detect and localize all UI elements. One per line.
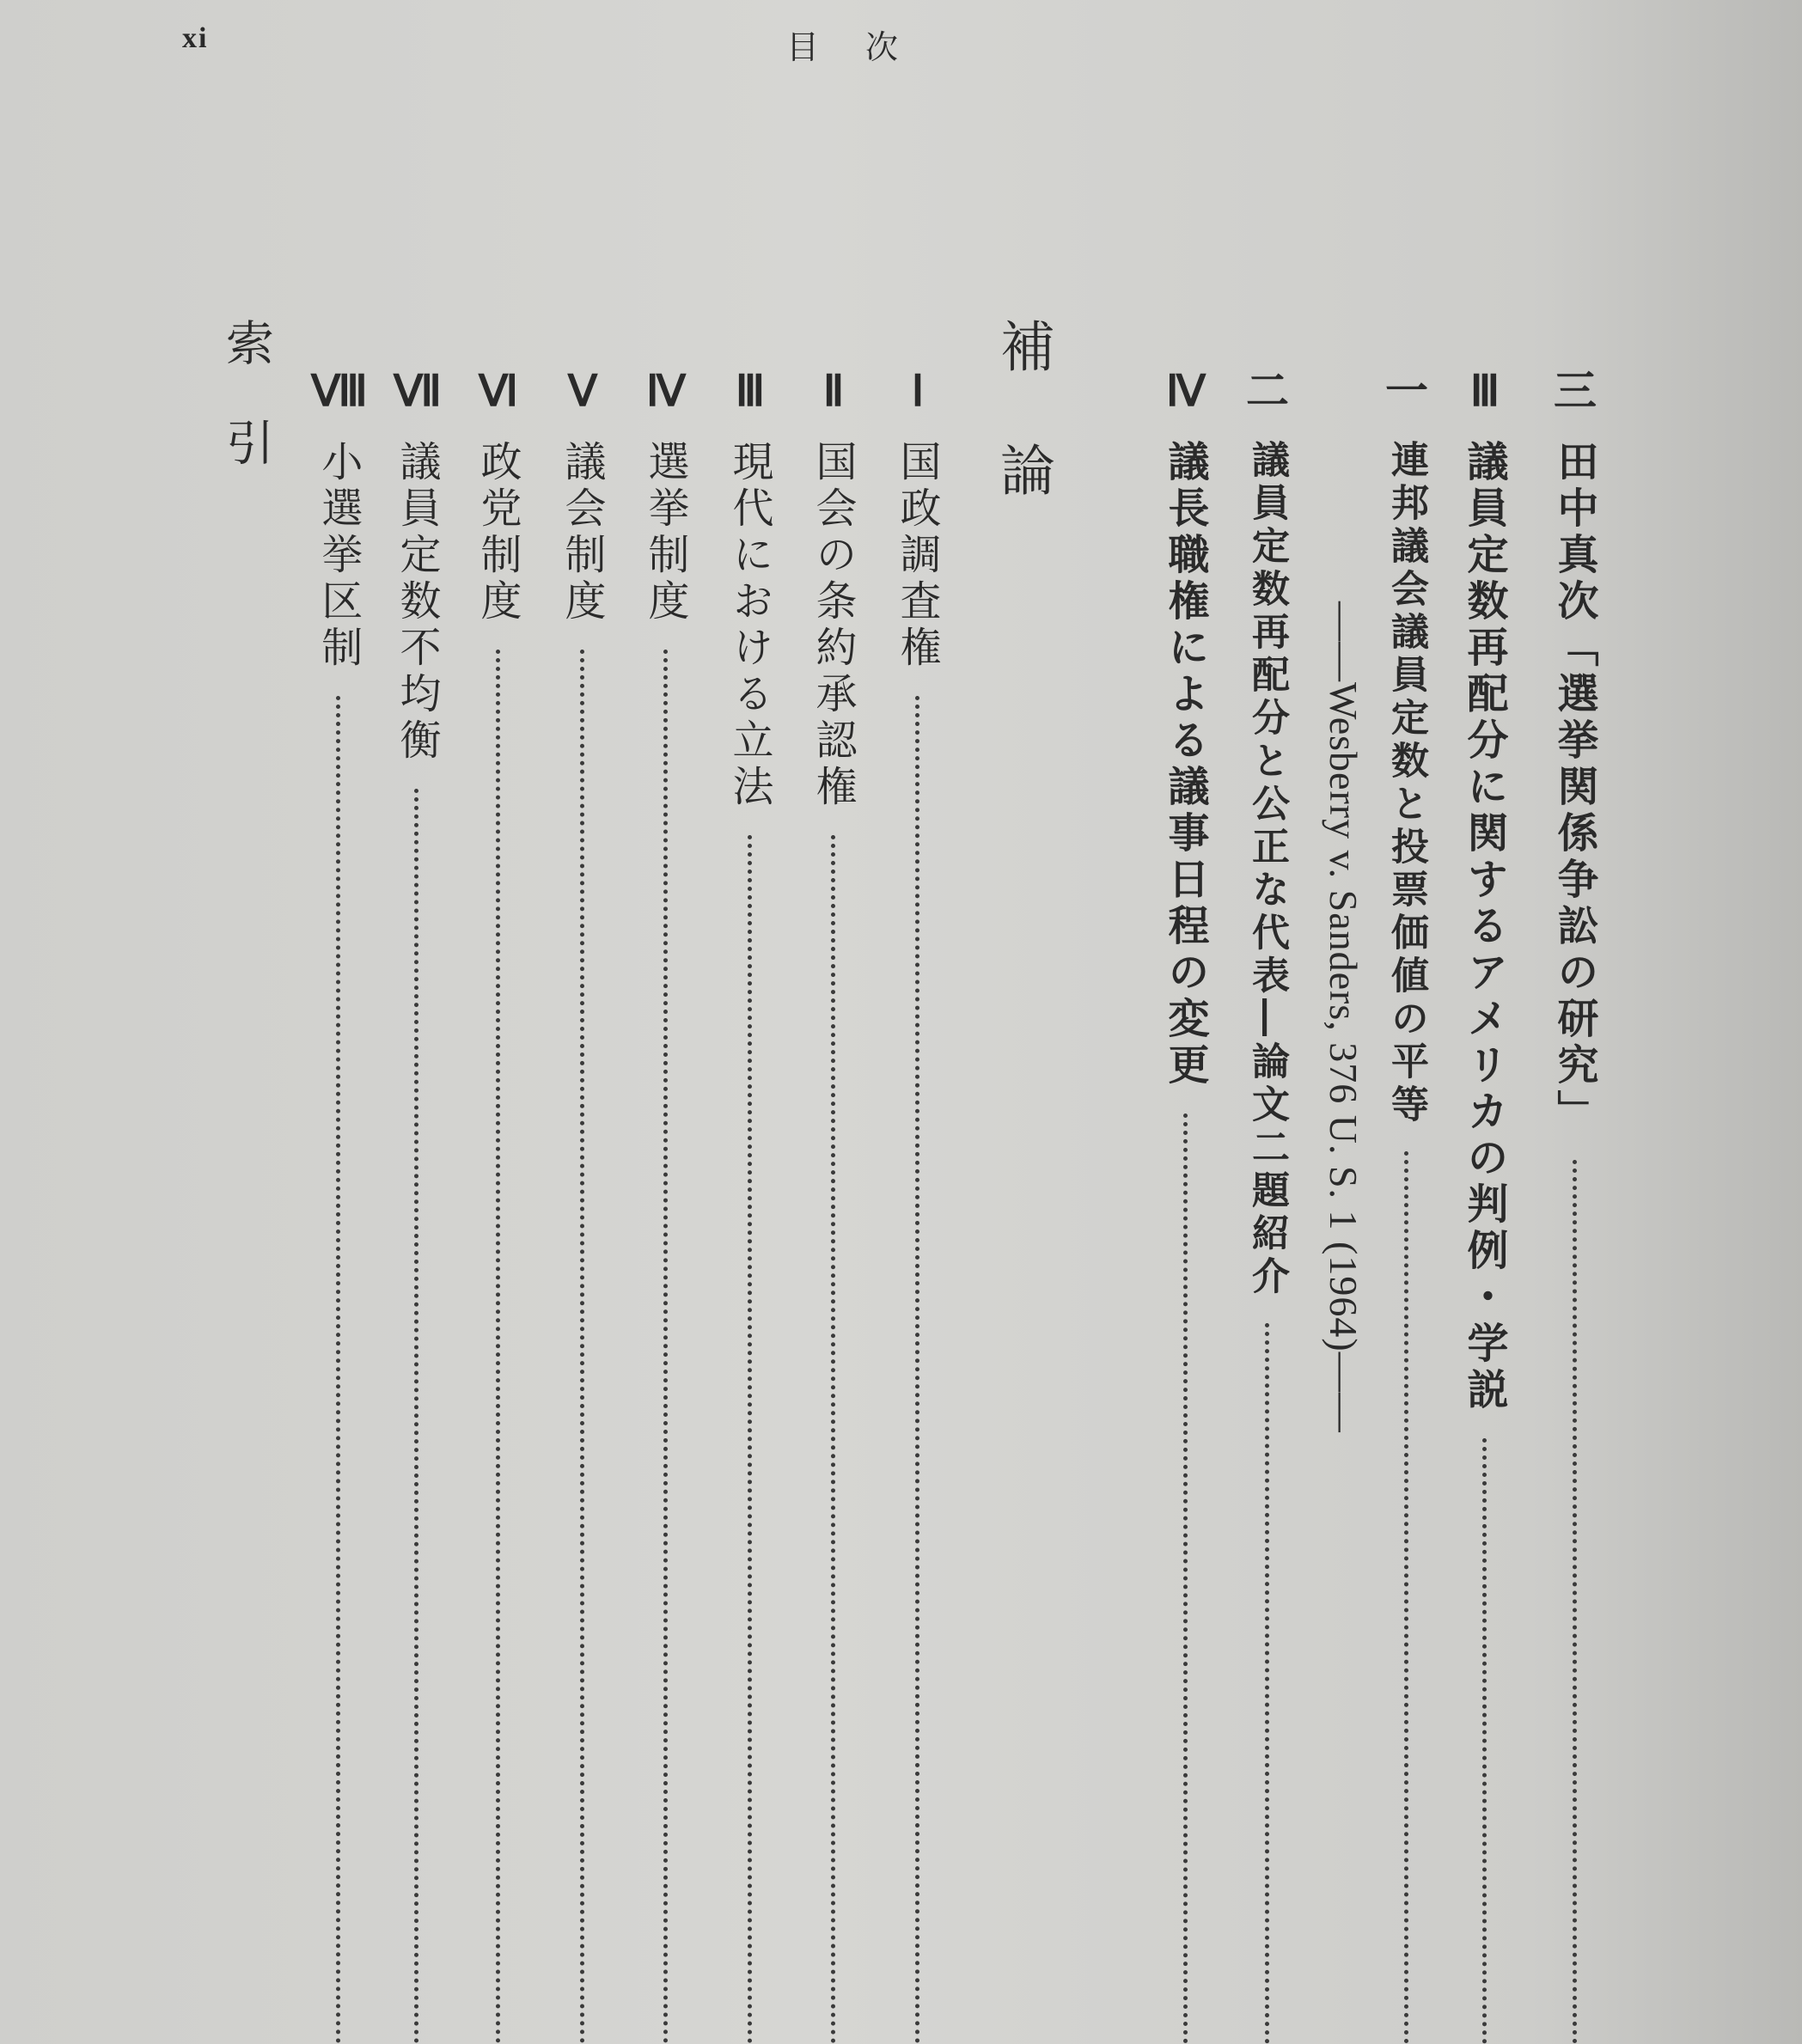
- toc-entry[interactable]: [394, 369, 440, 2044]
- dot-leader: [580, 650, 584, 2044]
- entry-number: 一: [1385, 367, 1426, 415]
- toc-entry[interactable]: [311, 369, 366, 2044]
- entry-number: Ⅰ: [911, 367, 923, 415]
- toc-entry[interactable]: [725, 367, 773, 2044]
- index-heading[interactable]: 索引: [218, 318, 274, 517]
- dot-leader: [748, 835, 752, 2044]
- entry-title: 選挙制度: [641, 440, 689, 625]
- toc-entry[interactable]: [1385, 369, 1426, 2044]
- entry-number: Ⅲ: [735, 367, 764, 415]
- supplement-heading: 補論: [991, 318, 1054, 565]
- toc-entry[interactable]: [558, 367, 606, 2044]
- entry-title: 議員定数不均衡: [392, 440, 441, 765]
- entry-number: Ⅳ: [1165, 367, 1205, 415]
- entry-title: 議長職権による議事日程の変更: [1161, 440, 1209, 1089]
- entry-title: 議員定数再配分と公正な代表―論文二題紹介: [1245, 440, 1289, 1299]
- entry-number: 三: [1554, 367, 1595, 415]
- entry-title: 国会の条約承認権: [809, 440, 857, 811]
- entry-title: 現代における立法: [725, 440, 773, 811]
- dot-leader: [663, 650, 668, 2044]
- dot-leader: [1573, 1160, 1577, 2044]
- entry-title: 議会制度: [558, 440, 606, 625]
- entry-number: Ⅷ: [311, 367, 366, 415]
- entry-title: 田中真次「選挙関係争訟の研究」: [1550, 440, 1598, 1136]
- toc-entry[interactable]: [641, 367, 689, 2044]
- dot-leader: [414, 789, 418, 2044]
- toc-entry[interactable]: [893, 367, 941, 2044]
- dot-leader: [1482, 1438, 1487, 2044]
- toc-entry[interactable]: [473, 367, 522, 2044]
- entry-number: 二: [1246, 367, 1287, 415]
- entry-title: 政党制度: [473, 440, 522, 625]
- running-title: 目次: [786, 28, 945, 66]
- toc-entry[interactable]: [1460, 367, 1508, 2044]
- page-number: xi: [182, 22, 209, 54]
- dot-leader: [1265, 1323, 1269, 2044]
- entry-number: Ⅵ: [478, 367, 517, 415]
- dot-leader: [496, 650, 500, 2044]
- toc-subtitle: [1323, 601, 1363, 1433]
- dot-leader: [915, 696, 919, 2044]
- entry-title: 議員定数再配分に関するアメリカの判例・学説: [1460, 440, 1508, 1414]
- toc-entry[interactable]: [1550, 367, 1598, 2044]
- entry-title: 連邦議会議員定数と投票価値の平等: [1384, 440, 1428, 1127]
- dot-leader: [1183, 1114, 1188, 2044]
- dot-leader: [336, 696, 340, 2044]
- entry-number: Ⅲ: [1469, 367, 1499, 415]
- entry-number: Ⅴ: [567, 367, 596, 415]
- toc-entry[interactable]: [809, 367, 857, 2044]
- entry-number: Ⅶ: [394, 367, 440, 415]
- entry-number: Ⅱ: [822, 367, 843, 415]
- dot-leader: [1404, 1151, 1408, 2044]
- dot-leader: [831, 835, 835, 2044]
- entry-subtitle: ――Wesberry v. Sanders, 376 U. S. 1 (1964)――: [1322, 601, 1365, 1433]
- entry-number: Ⅳ: [645, 367, 685, 415]
- toc-entry[interactable]: [1161, 367, 1209, 2044]
- entry-title: 小選挙区制: [314, 440, 363, 672]
- toc-entry[interactable]: [1246, 369, 1287, 2044]
- entry-title: 国政調査権: [893, 440, 941, 672]
